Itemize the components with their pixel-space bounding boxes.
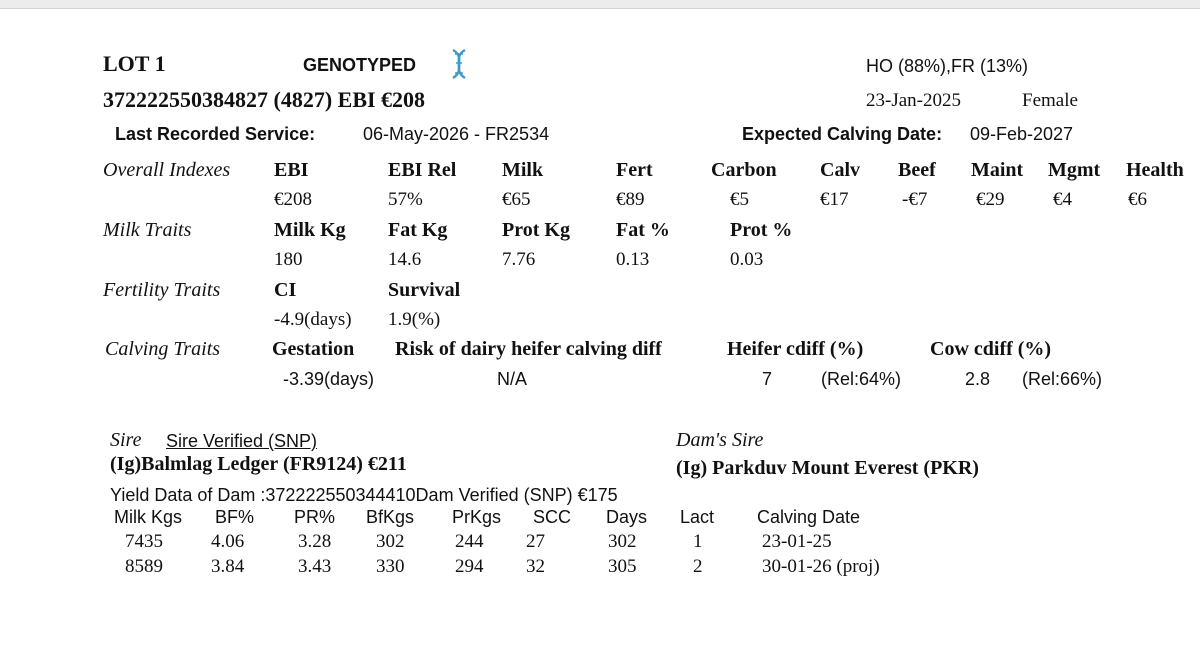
table-row-1-calving-date: 23-01-25 [762, 531, 832, 552]
fertility-header-survival: Survival [388, 279, 461, 301]
fertility-traits-label: Fertility Traits [103, 279, 221, 301]
birth-date: 23-Jan-2025 [866, 90, 961, 111]
calving-value-risk: N/A [497, 369, 528, 389]
calving-header-gestation: Gestation [272, 338, 355, 360]
animal-id-ebi: 372222550384827 (4827) EBI €208 [103, 87, 426, 112]
yield-header-bfkgs: BfKgs [366, 507, 415, 527]
sire-name: (Ig)Balmlag Ledger (FR9124) €211 [110, 453, 407, 475]
overall-header-maint: Maint [971, 159, 1024, 181]
table-row-2-bfkgs: 330 [376, 556, 405, 577]
table-row-1-days: 302 [608, 531, 637, 552]
breed-composition: HO (88%),FR (13%) [866, 56, 1029, 76]
calving-value-heifer: 7 [762, 369, 773, 389]
dams-sire-label: Dam's Sire [676, 429, 764, 451]
milk-value-fat-kg: 14.6 [388, 249, 422, 270]
sire-verified-link[interactable]: Sire Verified (SNP) [166, 431, 318, 451]
dams-sire-name: (Ig) Parkduv Mount Everest (PKR) [676, 457, 979, 479]
yield-header-milk-kgs: Milk Kgs [114, 507, 183, 527]
service-label: Last Recorded Service: [115, 124, 316, 144]
calving-traits-label: Calving Traits [105, 338, 221, 360]
table-row-2-pr-pct: 3.43 [298, 556, 332, 577]
calving-header-heifer-cdiff: Heifer cdiff (%) [727, 338, 864, 360]
window-top-bar [0, 0, 1200, 9]
calving-header-cow-cdiff: Cow cdiff (%) [930, 338, 1052, 360]
overall-header-health: Health [1126, 159, 1184, 181]
table-row-1-pr-pct: 3.28 [298, 531, 332, 552]
overall-value-carbon: €5 [730, 189, 749, 210]
calving-value-heifer-rel: (Rel:64%) [821, 369, 902, 389]
overall-value-maint: €29 [976, 189, 1005, 210]
overall-value-calv: €17 [820, 189, 849, 210]
table-row-2-bf-pct: 3.84 [211, 556, 245, 577]
overall-indexes-label: Overall Indexes [103, 159, 231, 181]
calving-value-gestation: -3.39(days) [283, 369, 375, 389]
overall-value-ebi-rel: 57% [388, 189, 423, 210]
milk-header-prot-pct: Prot % [730, 219, 793, 241]
overall-value-milk: €65 [502, 189, 531, 210]
yield-header-calving-date: Calving Date [757, 507, 861, 527]
milk-header-fat-pct: Fat % [616, 219, 670, 241]
yield-header-prkgs: PrKgs [452, 507, 502, 527]
yield-header-bf-pct: BF% [215, 507, 255, 527]
overall-value-health: €6 [1128, 189, 1147, 210]
overall-value-fert: €89 [616, 189, 645, 210]
calving-date-value: 09-Feb-2027 [970, 124, 1074, 144]
overall-header-mgmt: Mgmt [1048, 159, 1101, 181]
table-row-1-bfkgs: 302 [376, 531, 405, 552]
overall-header-beef: Beef [898, 159, 936, 181]
milk-value-fat-pct: 0.13 [616, 249, 650, 270]
service-value: 06-May-2026 - FR2534 [363, 124, 550, 144]
table-row-2-prkgs: 294 [455, 556, 484, 577]
table-row-2-scc: 32 [526, 556, 545, 577]
calving-header-risk: Risk of dairy heifer calving diff [395, 338, 662, 360]
yield-header-scc: SCC [533, 507, 572, 527]
table-row-2-days: 305 [608, 556, 637, 577]
milk-header-milk-kg: Milk Kg [274, 219, 346, 241]
overall-value-beef: -€7 [902, 189, 928, 210]
table-row-1-lact: 1 [693, 531, 703, 552]
yield-header-lact: Lact [680, 507, 715, 527]
fertility-value-ci: -4.9(days) [274, 309, 352, 330]
dna-icon [447, 47, 471, 81]
table-row-1-scc: 27 [526, 531, 545, 552]
yield-header-pr-pct: PR% [294, 507, 336, 527]
sire-label: Sire [110, 429, 142, 451]
overall-header-ebi: EBI [274, 159, 309, 181]
overall-header-fert: Fert [616, 159, 653, 181]
table-row-2-milk-kgs: 8589 [125, 556, 163, 577]
fertility-header-ci: CI [274, 279, 297, 301]
milk-value-milk-kg: 180 [274, 249, 303, 270]
milk-value-prot-kg: 7.76 [502, 249, 536, 270]
lot-number: LOT 1 [103, 51, 166, 76]
table-row-1-bf-pct: 4.06 [211, 531, 245, 552]
overall-value-ebi: €208 [274, 189, 312, 210]
overall-header-carbon: Carbon [711, 159, 777, 181]
table-row-2-lact: 2 [693, 556, 703, 577]
fertility-value-survival: 1.9(%) [388, 309, 441, 330]
yield-data-title: Yield Data of Dam :372222550344410Dam Verified (SNP) €175 [110, 485, 618, 505]
sex: Female [1022, 90, 1078, 111]
table-row-1-prkgs: 244 [455, 531, 484, 552]
milk-traits-label: Milk Traits [103, 219, 192, 241]
genotyped-label: GENOTYPED [303, 55, 417, 75]
milk-value-prot-pct: 0.03 [730, 249, 764, 270]
calving-date-label: Expected Calving Date: [742, 124, 943, 144]
calving-value-cow: 2.8 [965, 369, 991, 389]
yield-header-days: Days [606, 507, 648, 527]
overall-value-mgmt: €4 [1053, 189, 1072, 210]
overall-header-calv: Calv [820, 159, 860, 181]
calving-value-cow-rel: (Rel:66%) [1022, 369, 1103, 389]
overall-header-milk: Milk [502, 159, 544, 181]
overall-header-ebi-rel: EBI Rel [388, 159, 457, 181]
table-row-1-milk-kgs: 7435 [125, 531, 163, 552]
milk-header-fat-kg: Fat Kg [388, 219, 448, 241]
table-row-2-calving-date: 30-01-26 (proj) [762, 556, 880, 577]
milk-header-prot-kg: Prot Kg [502, 219, 570, 241]
